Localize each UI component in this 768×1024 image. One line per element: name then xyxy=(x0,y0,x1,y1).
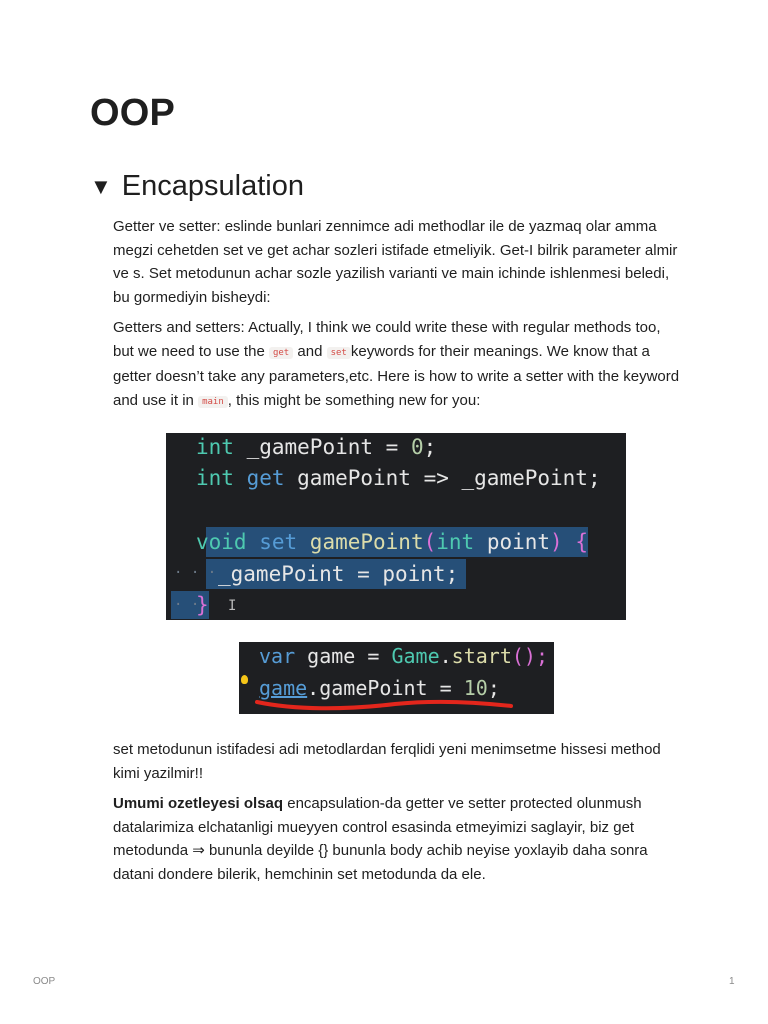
summary-bold-lead: Umumi ozetleyesi olsaq xyxy=(113,795,284,812)
section-heading-label: Encapsulation xyxy=(121,170,304,202)
indent-guide-icon: · · · xyxy=(174,565,217,581)
code-line: var game = Game.start(); xyxy=(259,644,549,668)
page-number: 1 xyxy=(729,976,735,987)
inline-code-main: main xyxy=(198,396,228,408)
paragraph-azerbaijani: Getter ve setter: eslinde bunlari zennimce adi methodlar ile de yazmaq olar amma megzi cehetden set ve get achar sozleri istifade etmeliyik. Get-I bilrik parameter almir ve s. Set metodunun achar sozle yazilish varianti ve main ichinde ishlenmesi beledi, bu gormediyin bisheydi: xyxy=(113,218,678,306)
triangle-down-icon[interactable]: ▼ xyxy=(90,173,112,199)
inline-code-set: set xyxy=(327,347,351,359)
text: encapsulation-da getter ve setter protected olunmush datalarimiza elchatanligi mueyyen control esasinda etmeyimizi saglayir, biz get metodunda ⇒ bununla deyilde {} bununla body achib neyise yoxlayib daha sonra datani dondere bilerik, hemchinin set metodunda da ele. xyxy=(113,795,648,883)
code-line: game.gamePoint = 10; xyxy=(259,676,500,700)
indent-guide-icon: · · xyxy=(174,597,200,613)
inline-code-get: get xyxy=(269,347,293,359)
lightbulb-icon xyxy=(241,675,248,684)
code-screenshot-usage xyxy=(239,642,554,714)
footer-title: OOP xyxy=(33,976,56,987)
text-cursor-icon: I xyxy=(228,598,237,614)
paragraph-summary xyxy=(113,792,683,886)
section-content-continued xyxy=(113,738,683,893)
red-underline-annotation xyxy=(255,696,515,712)
code-line: int _gamePoint = 0; xyxy=(196,435,437,459)
text: Getters and setters: Actually, I think we could write these with regular methods too, but we need to use the xyxy=(113,319,661,360)
code-line: void set gamePoint(int point) { xyxy=(196,530,588,554)
text: keywords for their meanings. We know that a getter doesn’t take any parameters,etc. Here is how to write a setter with the keyword and use it in xyxy=(113,342,680,409)
section-content xyxy=(113,215,683,421)
code-line: } xyxy=(196,593,209,617)
code-line: _gamePoint = point; xyxy=(218,562,459,586)
code-screenshot-setter xyxy=(166,433,626,620)
section-heading[interactable] xyxy=(90,170,304,203)
code-line: int get gamePoint => _gamePoint; xyxy=(196,466,601,490)
paragraph-setter-note: set metodunun istifadesi adi metodlardan ferqlidi yeni menimsetme hissesi method kimi yazilmir!! xyxy=(113,741,661,782)
paragraph-english xyxy=(113,316,683,414)
page-title: OOP xyxy=(90,92,176,134)
text: and xyxy=(293,342,327,360)
text: , this might be something new for you: xyxy=(227,391,481,409)
